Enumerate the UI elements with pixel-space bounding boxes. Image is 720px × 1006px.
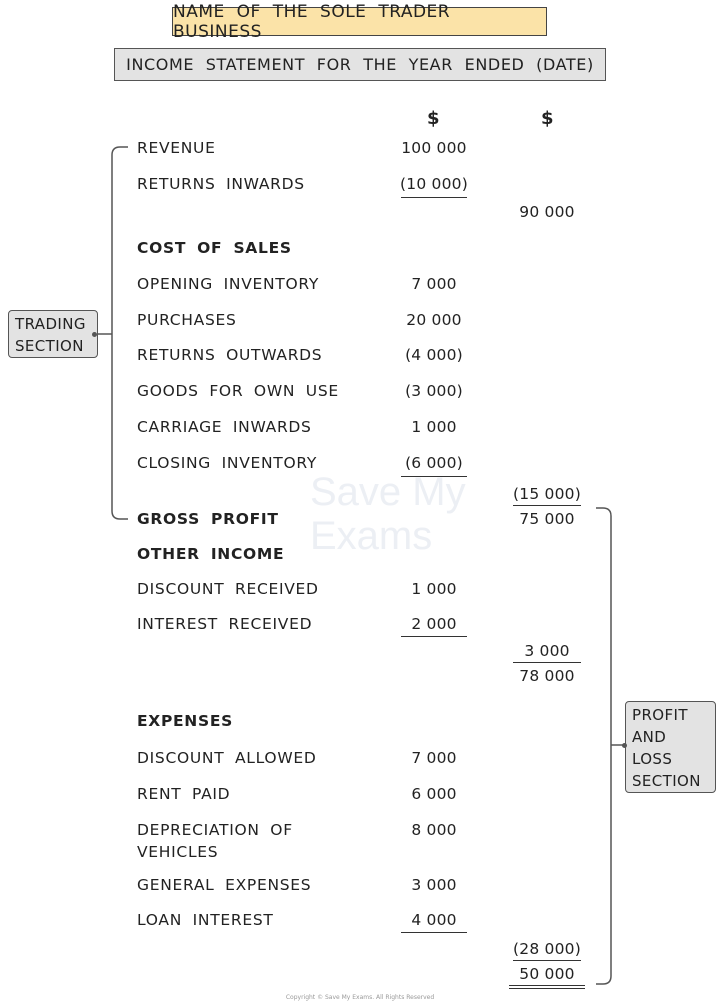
discount-allowed-label: DISCOUNT ALLOWED: [137, 749, 317, 767]
returns-outwards-label: RETURNS OUTWARDS: [137, 346, 323, 364]
cost-of-sales-total-underline: [513, 505, 581, 506]
carriage-inwards-value: 1 000: [411, 418, 457, 436]
interest-received-label: INTEREST RECEIVED: [137, 615, 313, 633]
cost-of-sales-total-value: (15 000): [513, 485, 581, 503]
column-header-2: $: [541, 108, 554, 129]
copyright-notice: Copyright © Save My Exams. All Rights Reserved: [285, 994, 435, 1001]
gross-profit-label: GROSS PROFIT: [137, 510, 279, 528]
other-income-total-value: 3 000: [524, 642, 570, 660]
watermark-line2: Exams: [310, 514, 433, 558]
discount-received-label: DISCOUNT RECEIVED: [137, 580, 319, 598]
revenue-value: 100 000: [401, 139, 467, 157]
watermark-line1: Save My: [310, 470, 466, 514]
subtotal-value: 78 000: [519, 667, 575, 685]
pl-bracket: [596, 508, 611, 984]
business-name-title: NAME OF THE SOLE TRADER BUSINESS: [172, 7, 547, 36]
depreciation-label-line1: DEPRECIATION OF: [137, 821, 293, 839]
expenses-total-value: (28 000): [513, 940, 581, 958]
trading-bracket: [112, 147, 128, 519]
cost-of-sales-heading: COST OF SALES: [137, 239, 292, 257]
depreciation-label-line2: VEHICLES: [137, 843, 219, 861]
pl-label-line2: AND: [632, 728, 667, 746]
net-revenue-value: 90 000: [519, 203, 575, 221]
trading-section-label: [8, 310, 98, 358]
other-income-heading: OTHER INCOME: [137, 545, 285, 563]
general-expenses-value: 3 000: [411, 876, 457, 894]
net-profit-underline-2: [509, 988, 585, 989]
pl-connector-dot: [622, 743, 627, 748]
other-income-total-underline: [513, 662, 581, 663]
trading-label-line2: SECTION: [15, 337, 84, 355]
rent-paid-label: RENT PAID: [137, 785, 231, 803]
purchases-label: PURCHASES: [137, 311, 237, 329]
expenses-total-underline: [513, 960, 581, 961]
closing-inventory-label: CLOSING INVENTORY: [137, 454, 318, 472]
revenue-label: REVENUE: [137, 139, 216, 157]
closing-inventory-value: (6 000): [405, 454, 463, 472]
expenses-heading: EXPENSES: [137, 712, 233, 730]
carriage-inwards-label: CARRIAGE INWARDS: [137, 418, 312, 436]
loan-interest-value: 4 000: [411, 911, 457, 929]
purchases-value: 20 000: [406, 311, 462, 329]
trading-label-line1: TRADING: [15, 315, 86, 333]
net-profit-underline-1: [509, 985, 585, 986]
net-profit-value: 50 000: [519, 965, 575, 983]
depreciation-value: 8 000: [411, 821, 457, 839]
pl-label-line4: SECTION: [632, 772, 701, 790]
rent-paid-value: 6 000: [411, 785, 457, 803]
goods-own-use-value: (3 000): [405, 382, 463, 400]
interest-received-underline: [401, 636, 467, 637]
returns-inwards-value: (10 000): [400, 175, 468, 193]
returns-inwards-label: RETURNS INWARDS: [137, 175, 305, 193]
column-header-1: $: [427, 108, 440, 129]
loan-interest-label: LOAN INTEREST: [137, 911, 274, 929]
opening-inventory-value: 7 000: [411, 275, 457, 293]
statement-title: INCOME STATEMENT FOR THE YEAR ENDED (DATE): [114, 48, 606, 81]
loan-interest-underline: [401, 932, 467, 933]
profit-and-loss-section-label: [625, 701, 716, 793]
interest-received-value: 2 000: [411, 615, 457, 633]
gross-profit-value: 75 000: [519, 510, 575, 528]
opening-inventory-label: OPENING INVENTORY: [137, 275, 320, 293]
pl-label-line3: LOSS: [632, 750, 673, 768]
general-expenses-label: GENERAL EXPENSES: [137, 876, 312, 894]
closing-inventory-underline: [401, 476, 467, 477]
pl-label-line1: PROFIT: [632, 706, 688, 724]
discount-received-value: 1 000: [411, 580, 457, 598]
discount-allowed-value: 7 000: [411, 749, 457, 767]
goods-own-use-label: GOODS FOR OWN USE: [137, 382, 339, 400]
trading-connector-dot: [92, 332, 97, 337]
returns-inwards-underline: [401, 197, 467, 198]
returns-outwards-value: (4 000): [405, 346, 463, 364]
